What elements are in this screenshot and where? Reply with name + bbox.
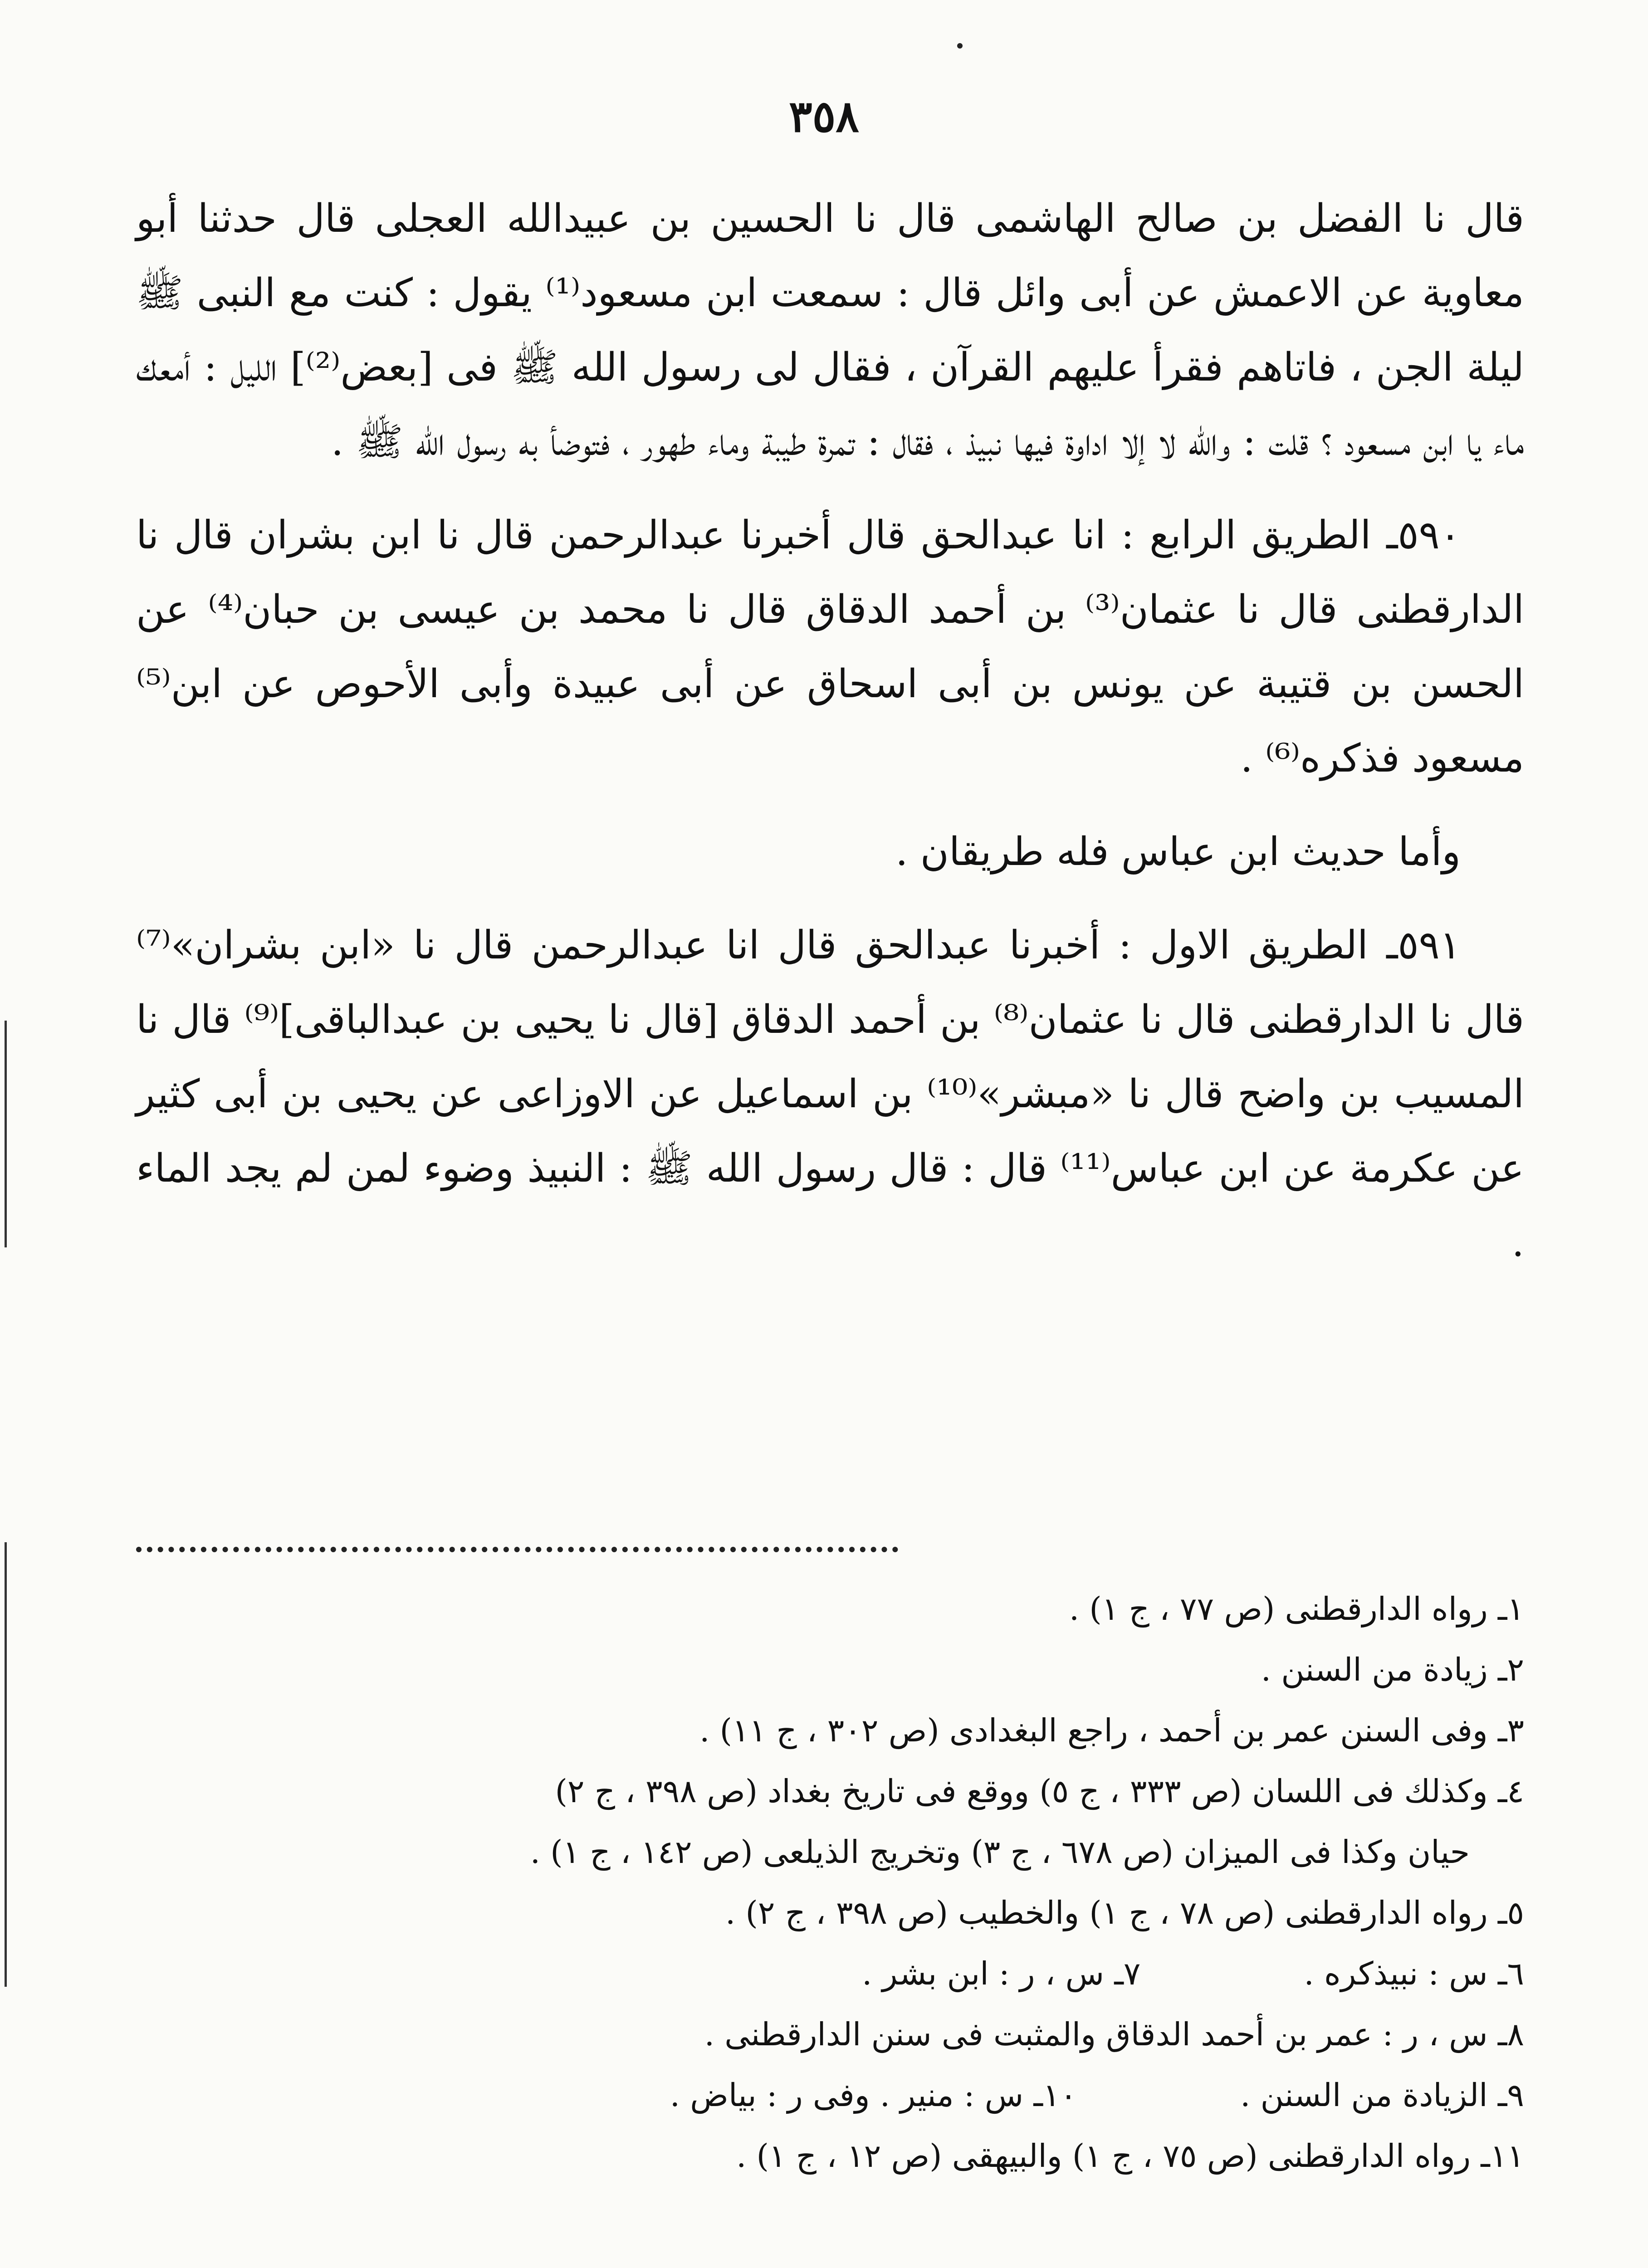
main-text — [136, 181, 1524, 1299]
footnote-8: ٨ـ س ، ر : عمر بن أحمد الدقاق والمثبت فى سنن الدارقطنى . — [704, 2016, 1524, 2053]
footnote-9: ٩ـ الزيادة من السنن . — [1240, 2077, 1524, 2114]
scan-edge-mark — [5, 1021, 7, 1247]
footnote-4: ٤ـ وكذلك فى اللسان (ص ٣٣٣ ، ج ٥) ووقع فى تاريخ بغداد (ص ٣٩٨ ، ج ٢) — [555, 1773, 1524, 1810]
footnote-11: ١١ـ رواه الدارقطنى (ص ٧٥ ، ج ١) والبيهقى (ص ١٢ ، ج ١) . — [736, 2137, 1524, 2175]
footnote-divider — [136, 1547, 898, 1552]
footnote-row-6-7 — [136, 1943, 1524, 2004]
scan-edge-mark — [5, 1542, 7, 1987]
footnote-5: ٥ـ رواه الدارقطنى (ص ٧٨ ، ج ١) والخطيب (ص ٣٩٨ ، ج ٢) . — [725, 1894, 1524, 1931]
footnote-10: ١٠ـ س : منير . وفى ر : بياض . — [670, 2077, 1077, 2114]
footnote-6: ٦ـ س : نبيذكره . — [1304, 1955, 1524, 1992]
footnote-7: ٧ـ س ، ر : ابن بشر . — [862, 1955, 1141, 1992]
footnotes — [136, 1579, 1524, 2186]
scan-speck — [957, 43, 963, 49]
footnote-1: ١ـ رواه الدارقطنى (ص ٧٧ ، ج ١) . — [1069, 1590, 1524, 1628]
footnote-4-continued: حيان وكذا فى الميزان (ص ٦٧٨ ، ج ٣) وتخريج الذيلعى (ص ١٤٢ ، ج ١) . — [530, 1833, 1470, 1871]
footnote-2: ٢ـ زيادة من السنن . — [1261, 1651, 1524, 1688]
paragraph-591: ٥٩١ـ الطريق الاول : أخبرنا عبدالحق قال انا عبدالرحمن قال نا «ابن بشران»⁽⁷⁾ قال نا الدارقطنى قال نا عثمان⁽⁸⁾ بن أحمد الدقاق [قال نا يحيى بن عبدالباقى]⁽⁹⁾ قال نا المسيب بن واضح قال نا «مبشر»⁽¹⁰⁾ بن اسماعيل عن الاوزاعى عن يحيى بن أبى كثير عن عكرمة عن ابن عباس⁽¹¹⁾ قال : قال رسول الله ﷺ : النبيذ وضوء لمن لم يجد الماء . — [136, 923, 1524, 1266]
paragraph-ibn-abbas: وأما حديث ابن عباس فله طريقان . — [895, 829, 1461, 875]
footnote-3: ٣ـ وفى السنن عمر بن أحمد ، راجع البغدادى (ص ٣٠٢ ، ج ١١) . — [699, 1712, 1524, 1749]
footnote-row-9-10 — [136, 2065, 1524, 2126]
page-number: ٣٥٨ — [789, 91, 859, 142]
paragraph-590: ٥٩٠ـ الطريق الرابع : انا عبدالحق قال أخبرنا عبدالرحمن قال نا ابن بشران قال نا الدارقطنى قال نا عثمان⁽³⁾ بن أحمد الدقاق قال نا محمد بن عيسى بن حبان⁽⁴⁾ عن الحسن بن قتيبة عن يونس بن أبى اسحاق عن أبى عبيدة وأبى الأحوص عن ابن⁽⁵⁾ مسعود فذكره⁽⁶⁾ . — [136, 513, 1524, 781]
paragraph-continuation: قال نا الفضل بن صالح الهاشمى قال نا الحسين بن عبيدالله العجلى قال حدثنا أبو معاوية عن الاعمش عن أبى وائل قال : سمعت ابن مسعود⁽¹⁾ يقول : كنت مع النبى ﷺ ليلة الجن ، فاتاهم فقرأ عليهم القرآن ، فقال لى رسول الله ﷺ فى [بعض⁽²⁾] الليل : أمعك ماء يا ابن مسعود ؟ قلت : والله لا إلا اداوة فيها نبيذ ، فقال : تمرة طيبة وماء طهور ، فتوضأ به رسول الله ﷺ . — [136, 196, 1525, 464]
